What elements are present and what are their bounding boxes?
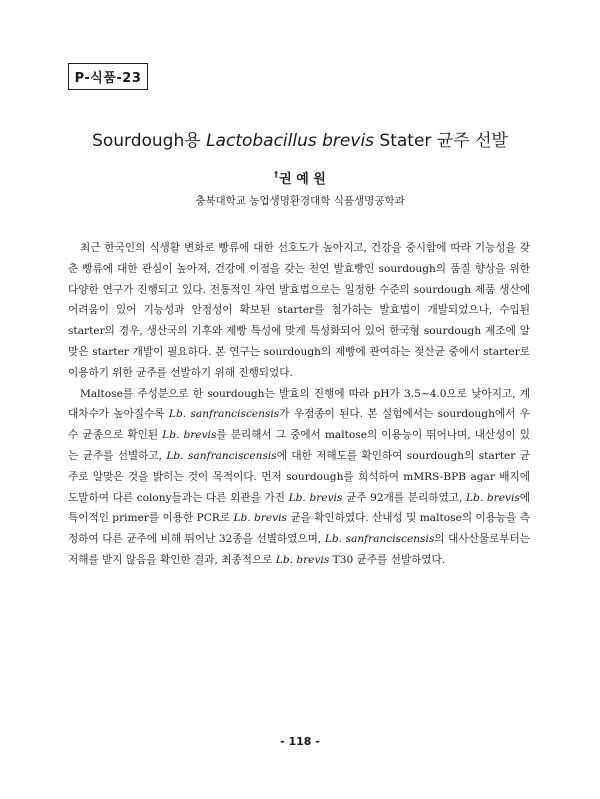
- abstract-body: [68, 238, 530, 571]
- text-run: T30 균주를 선발하였다.: [329, 553, 446, 566]
- corresponding-mark: †: [274, 170, 279, 179]
- species-name: Lb. sanfranciscensis: [168, 408, 280, 421]
- title-suffix: Stater 균주 선발: [374, 131, 508, 151]
- text-run: 를 분리해서 그 중에서 maltose의 이용능이 뛰어나며, 내산성이 있는 균주를 선별하고,: [68, 429, 530, 462]
- page-number: - 118 -: [280, 735, 320, 748]
- text-run: 균을 확인하였다. 산내성 및 maltose의 이용능을 측정하여 다른 균주에 비해 뛰어난 32종을 선별하였으며,: [68, 512, 531, 546]
- species-name: Lb. brevis: [233, 512, 287, 525]
- text-run: 의 대사산물로부터는 저해를 받지 않음을 확인한 결과, 최종적으로: [68, 533, 531, 566]
- session-code: P-식품-23: [74, 71, 142, 86]
- session-code-box: [68, 63, 148, 90]
- title-prefix: Sourdough용: [92, 131, 207, 151]
- affiliation: 충북대학교 농업생명환경대학 식품생명공학과: [195, 195, 405, 207]
- species-name: Lb. brevis: [466, 491, 520, 504]
- species-name: Lb. brevis: [288, 491, 343, 504]
- text-run: 가 우점종이 된다. 본 실험에서는 sourdough에서 우수 균종으로 확인된: [68, 408, 530, 442]
- text-run: 균주 92개를 분리하였고,: [342, 491, 466, 504]
- author-line: [0, 168, 600, 187]
- title-species: Lactobacillus brevis: [206, 131, 375, 151]
- paper-title: [0, 126, 600, 151]
- author-name: 권 예 원: [279, 172, 326, 187]
- text-run: 에 대한 저해도를 확인하여 sourdough의 starter 균주로 알맞은 것을 밝히는 것이 목적이다. 먼저 sourdough를 희석하여 mMRS-BPB agar 배지에 도말하여 다른 colony들과는 다른 외관을 가진: [68, 449, 530, 504]
- abstract-paragraph-2: [68, 384, 530, 571]
- text-run: Maltose를 주성분으로 한 sourdough는 발효의 진행에 따라 pH가 3.5~4.0으로 낮아지고, 계대차수가 높아질수록: [68, 387, 530, 421]
- species-name: Lb. sanfranciscensis: [166, 449, 277, 462]
- species-name: Lb. brevis: [162, 429, 217, 442]
- abstract-paragraph-1: 최근 한국인의 식생활 변화로 빵류에 대한 선호도가 높아지고, 건강을 중시함에 따라 기능성을 갖춘 빵류에 대한 관심이 높아져, 건강에 이점을 갖는 천연 발효빵인 sourdough의 품질 향상을 위한 다양한 연구가 진행되고 있다. 전통적인 자연 발효법으로는 일정한 수준의 sourdough 제품 생산에 어려움이 있어 기능성과 안정성이 확보된 starter를 첨가하는 발효법이 개발되었으나, 수입된 starter의 경우, 생산국의 기후와 제빵 특성에 맞게 특성화되어 있어 한국형 sourdough 제조에 알맞은 starter 개발이 필요하다. 본 연구는 sourdough의 제빵에 관여하는 젖산균 중에서 starter로 이용하기 위한 균주를 선발하기 위해 진행되었다.: [68, 242, 530, 379]
- species-name: Lb. sanfranciscensis: [324, 533, 435, 546]
- species-name: Lb. brevis: [275, 553, 330, 566]
- text-run: 에 특이적인 primer를 이용한 PCR로: [68, 491, 531, 525]
